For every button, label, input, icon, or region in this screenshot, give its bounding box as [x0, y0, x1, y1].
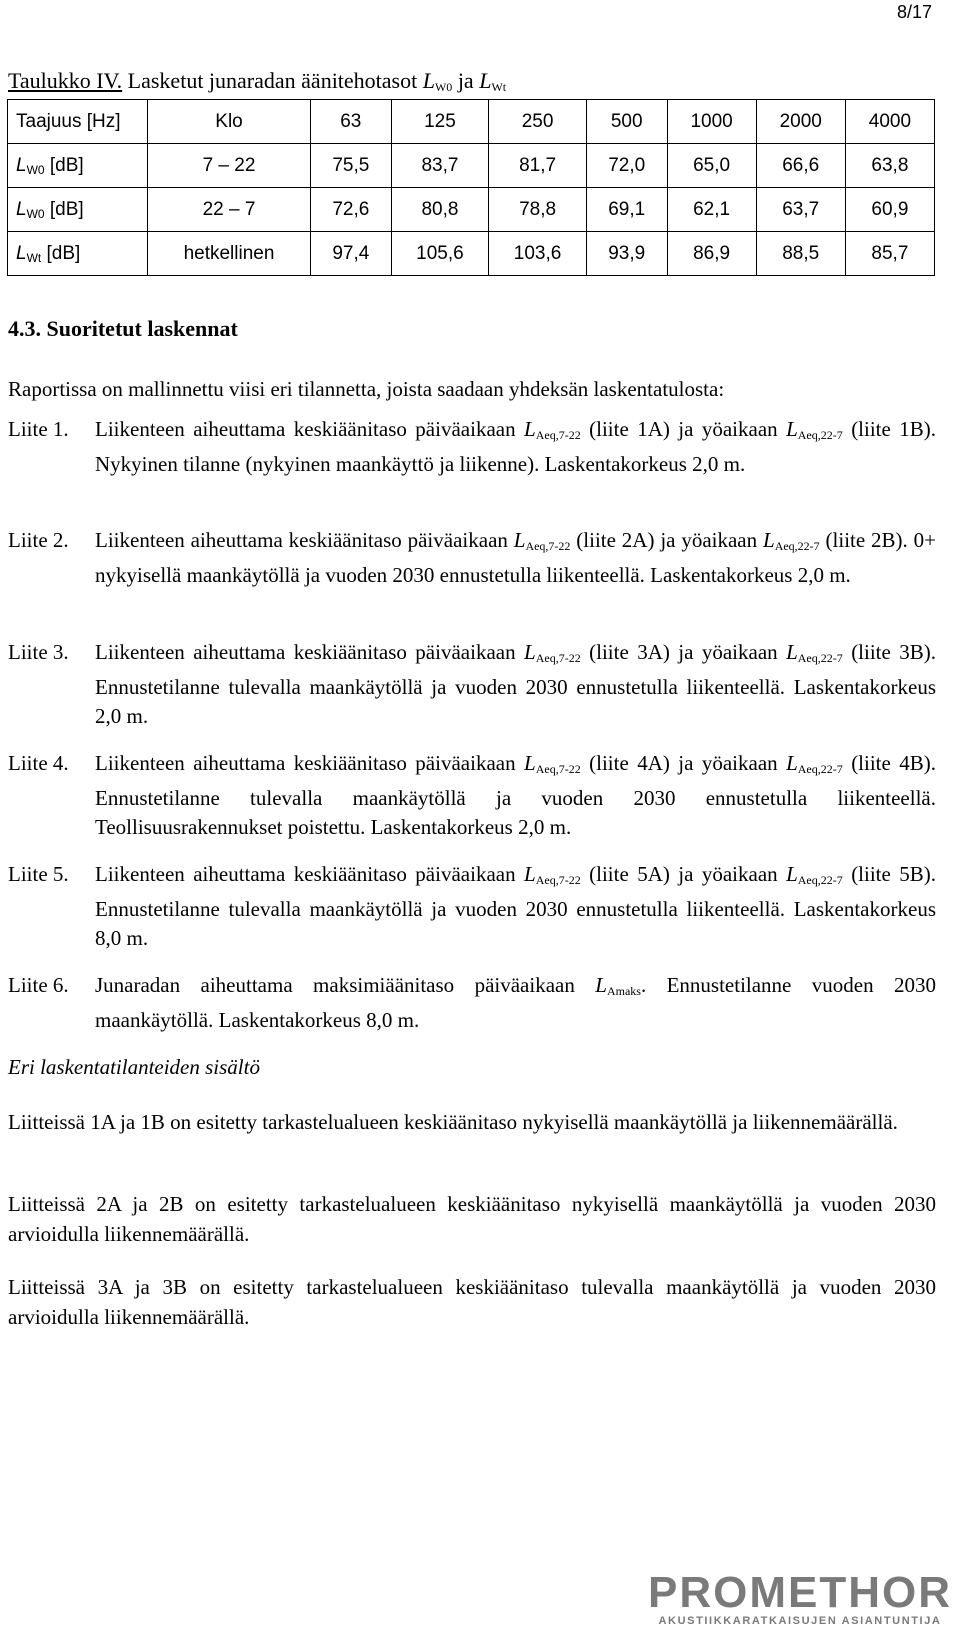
table-cell: 7 – 22: [148, 144, 311, 188]
liite-label: Liite 3.: [8, 640, 69, 664]
table-cell: 63,8: [845, 144, 934, 188]
table-cell: 81,7: [489, 144, 587, 188]
liite-label: Liite 6.: [8, 973, 69, 997]
header-cell: Taajuus [Hz]: [8, 100, 148, 144]
liite-item: [8, 526, 936, 590]
caption-conj: ja: [457, 68, 474, 93]
liite-text: Junaradan aiheuttama maksimiäänitaso päiväaikaan $L_{Amaks}$. Ennustetilanne vuoden 2030 maankäytöllä. Laskentakorkeus 8,0 m.: [95, 973, 936, 1032]
liite-label: Liite 5.: [8, 862, 69, 886]
paragraph: Liitteissä 1A ja 1B on esitetty tarkastelualueen keskiäänitaso nykyisellä maankäytöllä ja liikennemäärällä.: [8, 1110, 898, 1134]
table-row: [8, 232, 935, 276]
header-cell: 500: [586, 100, 667, 144]
sound-power-table: [7, 99, 935, 276]
intro-paragraph: Raportissa on mallinnettu viisi eri tilannetta, joista saadaan yhdeksän laskentatulosta:: [8, 377, 725, 401]
table-row: [8, 144, 935, 188]
liite-item: [8, 860, 936, 953]
liite-item: [8, 638, 936, 731]
row-label: $L_{Wt}$ [dB]: [8, 232, 148, 276]
logo-tagline: AKUSTIIKKARATKAISUJEN ASIANTUNTIJA: [658, 1615, 942, 1627]
row-label: $L_{W0}$ [dB]: [8, 144, 148, 188]
table-cell: 63,7: [756, 188, 845, 232]
table-cell: 62,1: [667, 188, 756, 232]
table-cell: 80,8: [391, 188, 489, 232]
liite-label: Liite 1.: [8, 417, 69, 441]
liite-label: Liite 2.: [8, 528, 69, 552]
table-cell: 105,6: [391, 232, 489, 276]
header-cell: 63: [311, 100, 392, 144]
table-cell: 75,5: [311, 144, 392, 188]
table-cell: 66,6: [756, 144, 845, 188]
logo-name: PROMETHOR: [648, 1568, 952, 1617]
caption-sub-2: Wt: [491, 80, 507, 94]
row-label: $L_{W0}$ [dB]: [8, 188, 148, 232]
table-cell: 78,8: [489, 188, 587, 232]
table-caption: [8, 68, 506, 95]
table-cell: 85,7: [845, 232, 934, 276]
table-cell: 69,1: [586, 188, 667, 232]
liite-text: Liikenteen aiheuttama keskiäänitaso päiväaikaan $L_{Aeq,7-22}$ (liite 5A) ja yöaikaan $L_{Aeq,22-7}$ (liite 5B). Ennustetilanne tulevalla maankäytöllä ja vuoden 2030 ennustetulla liikenteellä. Laskentakorkeus 8,0 m.: [95, 862, 937, 950]
header-cell: 1000: [667, 100, 756, 144]
caption-text: Lasketut junaradan äänitehotasot: [127, 68, 418, 93]
table-cell: 97,4: [311, 232, 392, 276]
table-cell: 103,6: [489, 232, 587, 276]
header-cell: 4000: [845, 100, 934, 144]
caption-sub-1: W0: [434, 80, 453, 94]
liite-text: Liikenteen aiheuttama keskiäänitaso päiväaikaan $L_{Aeq,7-22}$ (liite 1A) ja yöaikaan $L_{Aeq,22-7}$ (liite 1B). Nykyinen tilanne (nykyinen maankäyttö ja liikenne). Laskentakorkeus 2,0 m.: [95, 417, 937, 476]
table-cell: 88,5: [756, 232, 845, 276]
subheading: Eri laskentatilanteiden sisältö: [8, 1055, 260, 1079]
header-cell: 250: [489, 100, 587, 144]
paragraph: Liitteissä 2A ja 2B on esitetty tarkastelualueen keskiäänitaso nykyisellä maankäytöllä ja vuoden 2030 arvioidulla liikennemäärällä.: [8, 1192, 936, 1246]
table-cell: 60,9: [845, 188, 934, 232]
liite-item: [8, 749, 936, 842]
header-cell: Klo: [148, 100, 311, 144]
liite-text: Liikenteen aiheuttama keskiäänitaso päiväaikaan $L_{Aeq,7-22}$ (liite 3A) ja yöaikaan $L_{Aeq,22-7}$ (liite 3B). Ennustetilanne tulevalla maankäytöllä ja vuoden 2030 ennustetulla liikenteellä. Laskentakorkeus 2,0 m.: [95, 640, 937, 728]
table-cell: hetkellinen: [148, 232, 311, 276]
table-cell: 72,0: [586, 144, 667, 188]
table-cell: 65,0: [667, 144, 756, 188]
table-cell: 83,7: [391, 144, 489, 188]
liite-item: [8, 415, 936, 479]
header-cell: 2000: [756, 100, 845, 144]
table-cell: 72,6: [311, 188, 392, 232]
section-heading: 4.3. Suoritetut laskennat: [8, 316, 238, 341]
liite-text: Liikenteen aiheuttama keskiäänitaso päiväaikaan $L_{Aeq,7-22}$ (liite 4A) ja yöaikaan $L_{Aeq,22-7}$ (liite 4B). Ennustetilanne tulevalla maankäytöllä ja vuoden 2030 ennustetulla liikenteellä. Teollisuusrakennukset poistettu. Laskentakorkeus 2,0 m.: [95, 751, 937, 839]
header-cell: 125: [391, 100, 489, 144]
table-cell: 86,9: [667, 232, 756, 276]
caption-label: Taulukko IV.: [8, 68, 123, 93]
table-header-row: [8, 100, 935, 144]
liite-text: Liikenteen aiheuttama keskiäänitaso päiväaikaan $L_{Aeq,7-22}$ (liite 2A) ja yöaikaan $L_{Aeq,22-7}$ (liite 2B). 0+ nykyisellä maankäytöllä ja vuoden 2030 ennustetulla liikenteellä. Laskentakorkeus 2,0 m.: [95, 528, 937, 587]
table-row: [8, 188, 935, 232]
table-cell: 93,9: [586, 232, 667, 276]
caption-symbol-1: L: [422, 68, 435, 93]
caption-symbol-2: L: [479, 68, 492, 93]
table-cell: 22 – 7: [148, 188, 311, 232]
paragraph: Liitteissä 3A ja 3B on esitetty tarkastelualueen keskiäänitaso tulevalla maankäytöllä ja vuoden 2030 arvioidulla liikennemäärällä.: [8, 1275, 936, 1329]
page-number: 8/17: [896, 2, 932, 22]
liite-item: [8, 971, 936, 1035]
liite-label: Liite 4.: [8, 751, 69, 775]
promethor-logo: [648, 1568, 952, 1627]
